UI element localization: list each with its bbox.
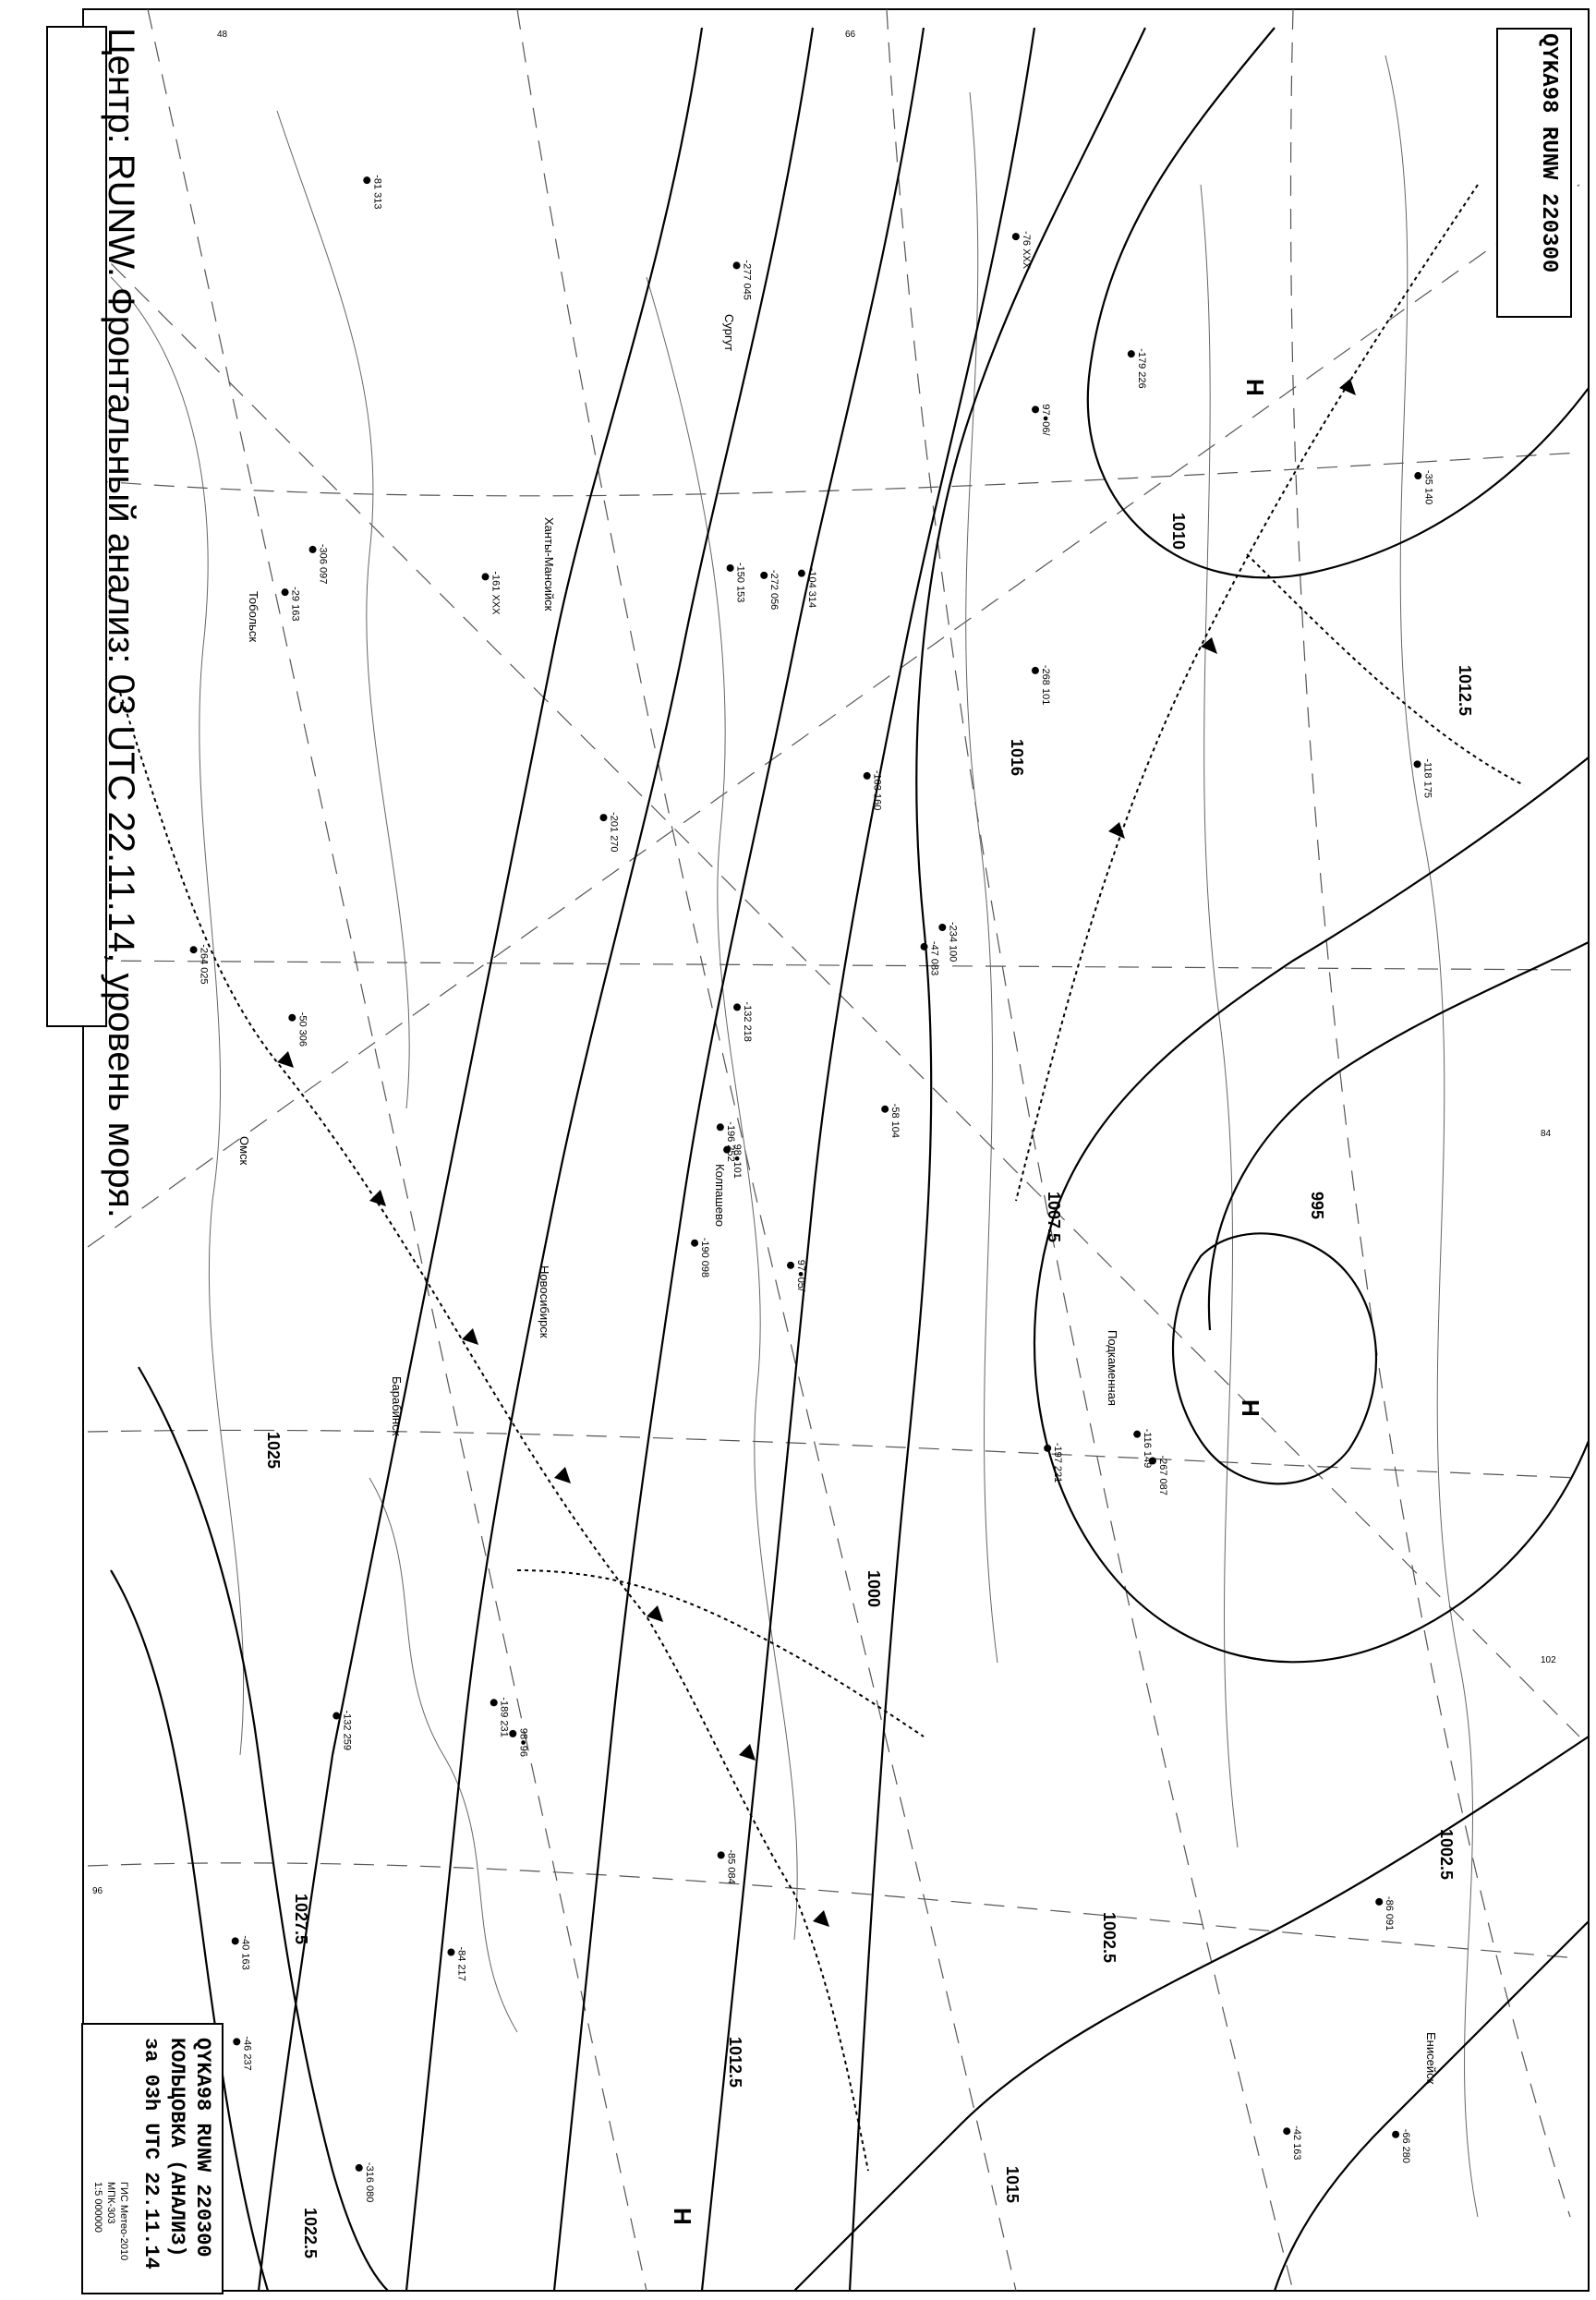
station-dot xyxy=(733,261,741,269)
station-label: -50 306 xyxy=(296,1011,308,1047)
station-dot xyxy=(363,176,370,184)
place-label: Енисейск xyxy=(1424,2032,1438,2085)
page-title: Центр: RUNW. Фронтальный анализ: 03 UTC 22.11.14, уровень моря. xyxy=(101,28,141,1218)
station-label: -196 252 xyxy=(724,1121,736,1162)
coordinate-grid xyxy=(88,9,1579,2291)
station-label: -29 163 xyxy=(289,587,301,622)
station-dot xyxy=(733,1003,741,1011)
station-dot xyxy=(490,1699,498,1706)
station-label: -76 XXX xyxy=(1020,231,1032,270)
isobar-label: 1027.5 xyxy=(292,1894,310,1945)
station-label: -234 100 xyxy=(947,921,959,962)
isobar-label: 1015 xyxy=(1003,2166,1022,2204)
station-label: -132 218 xyxy=(742,1001,754,1042)
isobar-label: 1007.5 xyxy=(1045,1192,1063,1243)
front-triangles xyxy=(277,379,1356,1927)
station-dot xyxy=(1012,233,1020,240)
edge-tick: 66 xyxy=(845,30,856,40)
station-label: 97●06/ xyxy=(1040,404,1052,436)
station-label: -81 313 xyxy=(371,175,383,210)
station-label: -316 080 xyxy=(363,2161,375,2203)
station-dot xyxy=(1133,1431,1141,1438)
station-label: -116 149 xyxy=(1142,1428,1154,1469)
station-label: -268 101 xyxy=(1039,664,1051,706)
station-dot xyxy=(1044,1445,1051,1452)
station-dot xyxy=(1283,2127,1290,2135)
station-label: -35 140 xyxy=(1422,470,1434,505)
station-label: -118 175 xyxy=(1421,758,1433,798)
fronts xyxy=(120,185,1524,2171)
place-label: Ханты-Мансийск xyxy=(542,517,556,611)
station-label: -85 084 xyxy=(725,1849,737,1884)
station-label: 98●96 xyxy=(517,1727,529,1758)
station-label: -84 217 xyxy=(455,1946,467,1981)
station-label: -306 097 xyxy=(317,543,329,585)
legend-time: за 03h UTC 22.11.14 xyxy=(139,2038,163,2270)
station-label: -66 280 xyxy=(1400,2128,1412,2164)
station-label: 97●05/ xyxy=(795,1259,807,1291)
isobar-label: 1012.5 xyxy=(726,2037,744,2088)
edge-tick: 48 xyxy=(217,30,228,40)
high-center-label: H xyxy=(1241,379,1269,396)
edge-ticks xyxy=(92,30,1556,1896)
station-label: -150 153 xyxy=(734,562,746,603)
station-dot xyxy=(760,572,768,579)
station-dot xyxy=(787,1262,794,1269)
station-dot xyxy=(864,772,871,780)
station-dot xyxy=(599,814,607,821)
place-label: Барабинск xyxy=(390,1376,404,1436)
station-dot xyxy=(717,1123,724,1131)
station-label: -189 231 xyxy=(498,1697,510,1737)
station-label: -47 083 xyxy=(928,940,940,976)
isobar-label: 1002.5 xyxy=(1100,1912,1118,1964)
place-label: Омск xyxy=(237,1136,251,1166)
station-label: -201 270 xyxy=(608,812,620,853)
legend-type: КОЛЬЦОВКА (АНАЛИЗ) xyxy=(165,2038,188,2258)
isobar-label: 1016 xyxy=(1008,739,1026,777)
station-plots xyxy=(190,175,1434,2202)
station-label: -46 237 xyxy=(241,2036,253,2071)
station-dot xyxy=(309,546,317,553)
place-label: Тобольск xyxy=(247,591,260,643)
station-label: 98●101 xyxy=(732,1144,744,1179)
edge-tick: 96 xyxy=(92,1886,103,1896)
low-center-label: H xyxy=(1237,1399,1264,1417)
station-dot xyxy=(282,588,289,596)
place-label: Сургут xyxy=(722,314,736,352)
station-dot xyxy=(447,1948,454,1955)
edge-tick: 84 xyxy=(1541,1129,1552,1139)
station-dot xyxy=(332,1713,340,1720)
place-label: Колпашево xyxy=(713,1164,727,1228)
station-dot xyxy=(1375,1898,1383,1906)
station-label: -132 259 xyxy=(341,1710,353,1750)
low-center-label-south: H xyxy=(669,2208,696,2225)
station-dot xyxy=(718,1851,725,1858)
station-label: -86 091 xyxy=(1384,1895,1396,1931)
isobar-label: 1000 xyxy=(864,1570,883,1608)
station-label: -179 226 xyxy=(1135,348,1147,389)
station-dot xyxy=(691,1240,698,1247)
isobars xyxy=(111,28,1589,2291)
place-names xyxy=(237,314,1438,2085)
station-dot xyxy=(881,1106,889,1113)
station-label: -104 314 xyxy=(805,567,817,609)
legend-machine: МПК-303 xyxy=(105,2182,116,2224)
station-label: -277 045 xyxy=(741,260,753,300)
station-dot xyxy=(1032,406,1039,413)
station-dot xyxy=(1128,350,1135,357)
legend-scale: 1:5 000000 xyxy=(92,2182,103,2233)
station-label: -58 104 xyxy=(889,1103,901,1139)
isobar-label: 1010 xyxy=(1169,513,1188,551)
isobar-label: 1022.5 xyxy=(301,2208,320,2259)
map-frame xyxy=(83,9,1589,2291)
edge-tick: 102 xyxy=(1541,1655,1556,1665)
station-dot xyxy=(1392,2131,1399,2138)
station-dot xyxy=(190,946,198,953)
station-label: -161 XXX xyxy=(490,571,502,615)
station-label: -190 098 xyxy=(699,1237,711,1278)
station-dot xyxy=(798,570,805,577)
station-label: -264 025 xyxy=(198,944,210,985)
place-label: Новосибирск xyxy=(538,1265,551,1338)
station-dot xyxy=(921,943,928,950)
legend-box xyxy=(81,2023,224,2294)
place-label: Подкаменная xyxy=(1106,1330,1119,1406)
isobar-label: 1025 xyxy=(264,1432,283,1470)
station-label: -40 163 xyxy=(239,1935,251,1970)
station-dot xyxy=(1032,667,1039,674)
bulletin-stamp: QYKA98 RUNW 220300 xyxy=(1536,33,1561,273)
station-label: -103 160 xyxy=(871,769,883,811)
station-dot xyxy=(233,2038,240,2045)
station-dot xyxy=(288,1014,296,1022)
station-dot xyxy=(1414,760,1421,768)
station-dot xyxy=(482,573,490,580)
station-dot xyxy=(356,2164,363,2172)
station-dot xyxy=(232,1937,239,1944)
station-label: -42 163 xyxy=(1291,2125,1303,2161)
title-box xyxy=(46,26,107,1027)
isobar-label: 995 xyxy=(1308,1192,1326,1220)
station-label: -272 056 xyxy=(768,569,780,611)
legend-code: QYKA98 RUNW 220300 xyxy=(191,2038,214,2258)
station-dot xyxy=(727,564,734,572)
station-dot xyxy=(938,924,946,931)
station-label: -267 087 xyxy=(1156,1455,1168,1495)
isobar-label: 1012.5 xyxy=(1456,665,1474,717)
isobar-label: 1002.5 xyxy=(1437,1829,1456,1881)
station-label: -197 221 xyxy=(1052,1442,1064,1483)
legend-software: ГИС Метео-2010 xyxy=(118,2182,129,2261)
station-dot xyxy=(1414,472,1421,479)
